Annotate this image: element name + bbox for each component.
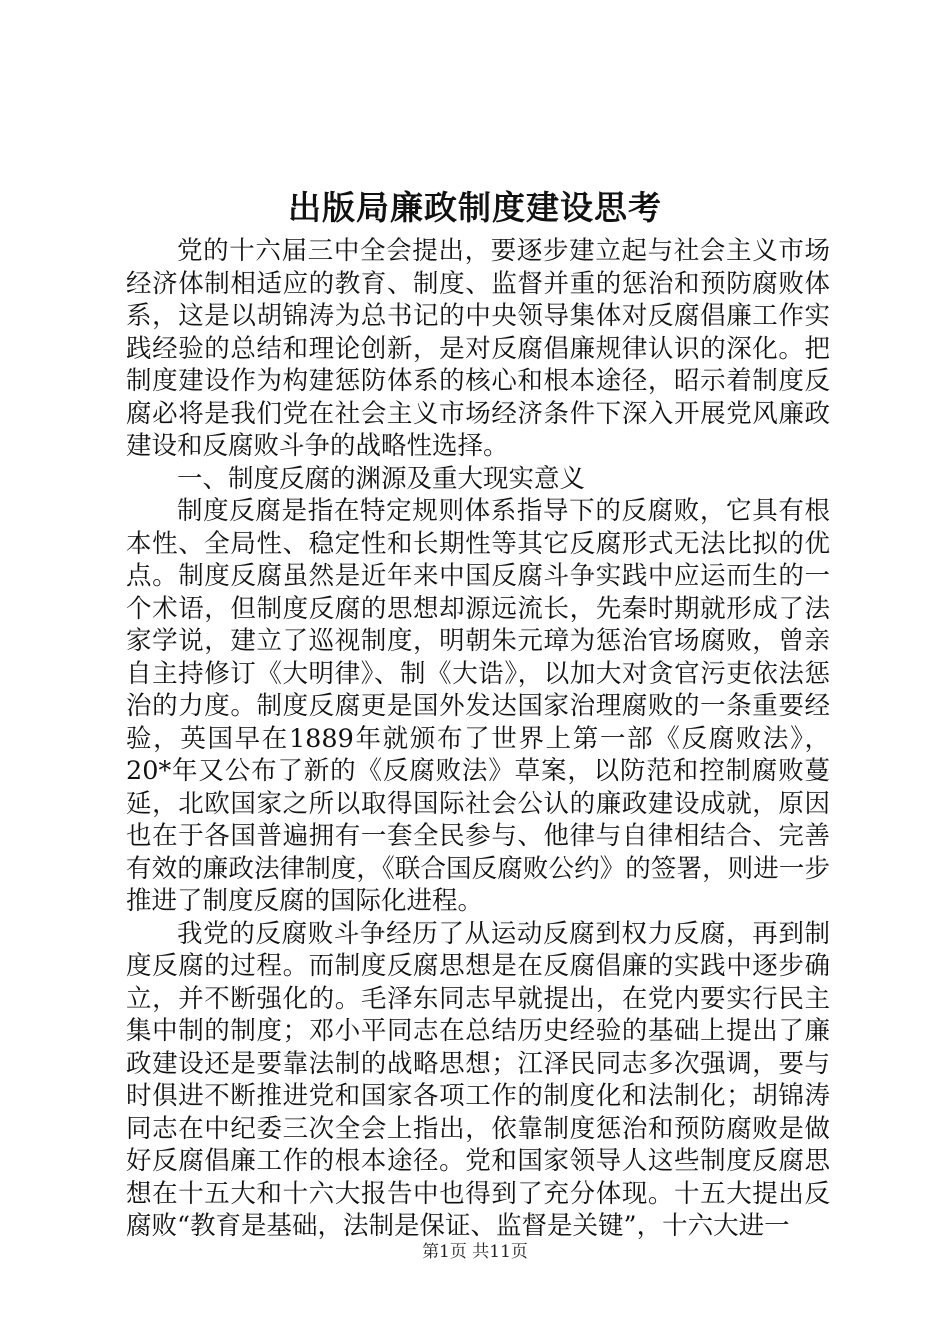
document-title: 出版局廉政制度建设思考 — [288, 188, 662, 227]
paragraph-party-history: 我党的反腐败斗争经历了从运动反腐到权力反腐，再到制度反腐的过程。而制度反腐思想是在反腐倡廉的实践中逐步确立，并不断强化的。毛泽东同志早就提出，在党内要实行民主集中制的制度；邓小平同志在总结历史经验的基础上提出了廉政建设还是要靠法制的战略思想；江泽民同志多次强调，要与时俱进不断推进党和国家各项工作的制度化和法制化；胡锦涛同志在中纪委三次全会上指出，依靠制度惩治和预防腐败是做好反腐倡廉工作的根本途径。党和国家领导人这些制度反腐思想在十五大和十六大报告中也得到了充分体现。十五大提出反腐败“教育是基础，法制是保证、监督是关键”，十六大进一 — [126, 918, 830, 1241]
document-body — [126, 235, 830, 1243]
section-heading: 一、制度反腐的渊源及重大现实意义 — [177, 463, 586, 494]
paragraph-intro: 党的十六届三中全会提出，要逐步建立起与社会主义市场经济体制相适应的教育、制度、监督并重的惩治和预防腐败体系，这是以胡锦涛为总书记的中央领导集体对反腐倡廉工作实践经验的总结和理论创新，是对反腐倡廉规律认识的深化。把制度建设作为构建惩防体系的核心和根本途径，昭示着制度反腐必将是我们党在社会主义市场经济条件下深入开展党风廉政建设和反腐败斗争的战略性选择。 — [126, 236, 830, 461]
page-number-footer: 第1页 共11页 — [422, 1242, 528, 1262]
paragraph-origin: 制度反腐是指在特定规则体系指导下的反腐败，它具有根本性、全局性、稳定性和长期性等其它反腐形式无法比拟的优点。制度反腐虽然是近年来中国反腐斗争实践中应运而生的一个术语，但制度反腐的思想却源远流长，先秦时期就形成了法家学说，建立了巡视制度，明朝朱元璋为惩治官场腐败，曾亲自主持修订《大明律》、制《大诰》，以加大对贪官污吏依法惩治的力度。制度反腐更是国外发达国家治理腐败的一条重要经验，英国早在1889年就颁布了世界上第一部《反腐败法》，20*年又公布了新的《反腐败法》草案，以防范和控制腐败蔓延，北欧国家之所以取得国际社会公认的廉政建设成就，原因也在于各国普遍拥有一套全民参与、他律与自律相结合、完善有效的廉政法律制度，《联合国反腐败公约》的签署，则进一步推进了制度反腐的国际化进程。 — [126, 496, 830, 916]
